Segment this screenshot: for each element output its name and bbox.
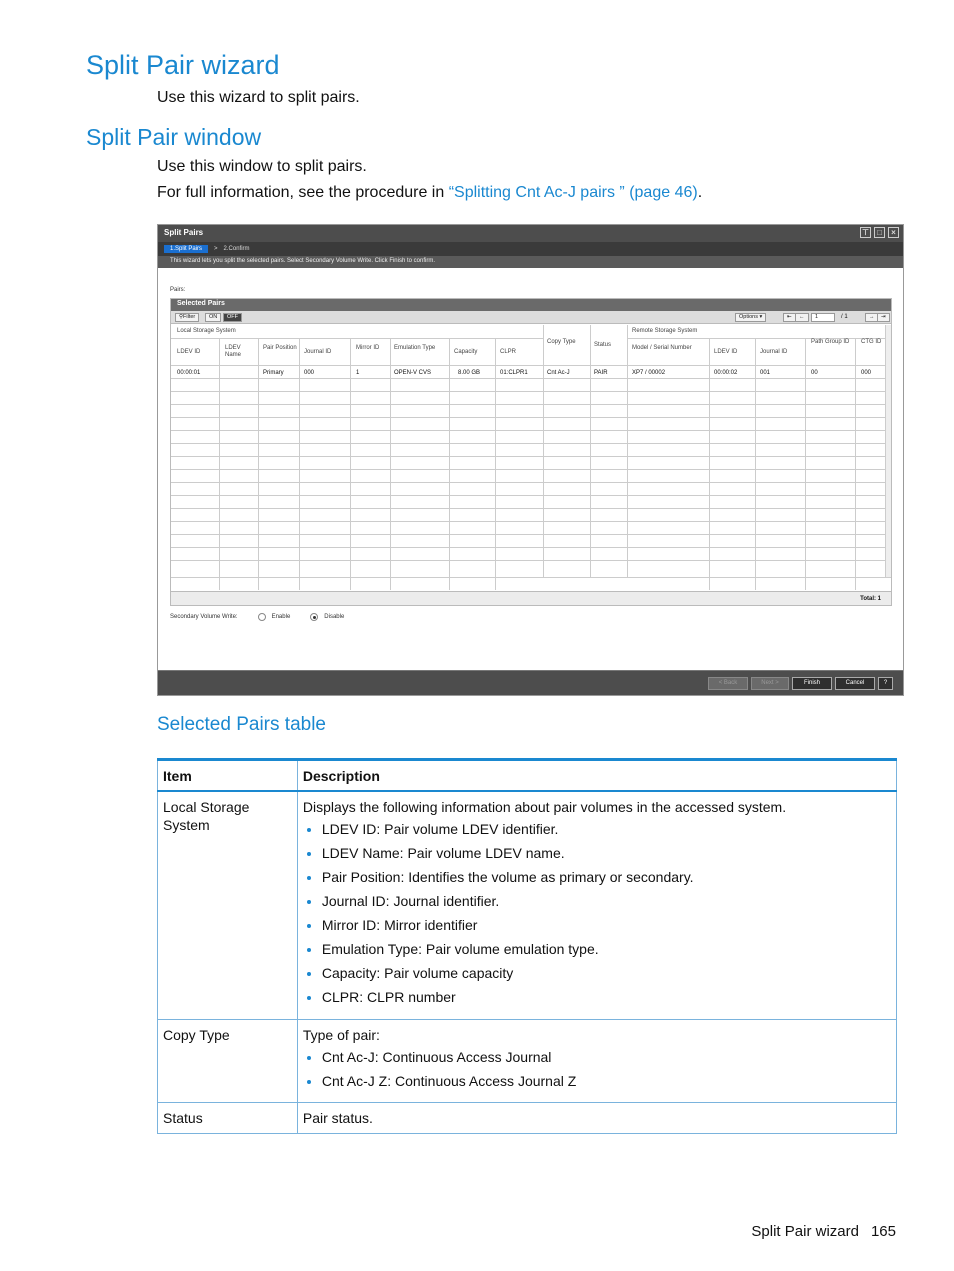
list-item: • Cnt Ac-J: Continuous Access Journal bbox=[322, 1048, 891, 1066]
selected-pairs-toolbar bbox=[171, 311, 891, 324]
group-local-storage: Local Storage System bbox=[177, 328, 236, 334]
page-footer bbox=[739, 1223, 896, 1240]
row-capacity: 8.00 GB bbox=[458, 370, 481, 376]
filter-button[interactable]: ⚲Filter bbox=[175, 313, 199, 322]
disable-label: Disable bbox=[324, 614, 345, 620]
list-item: • Emulation Type: Pair volume emulation type. bbox=[322, 940, 891, 958]
filter-on-button[interactable]: ON bbox=[205, 313, 221, 322]
table-row bbox=[158, 791, 897, 1019]
wizard-footer bbox=[158, 670, 903, 695]
enable-radio[interactable] bbox=[258, 613, 266, 621]
secondary-volume-write bbox=[170, 613, 344, 621]
row-model-serial: XP7 / 00002 bbox=[632, 370, 666, 376]
window-title: Split Pairs bbox=[164, 228, 204, 237]
col-status[interactable]: Status bbox=[594, 342, 612, 348]
list-item: • Journal ID: Journal identifier. bbox=[322, 892, 891, 910]
selected-pairs-panel bbox=[170, 298, 892, 606]
table-row bbox=[158, 1102, 897, 1133]
row-path-group-id: 00 bbox=[811, 370, 818, 376]
bullet-list bbox=[303, 1048, 891, 1090]
footer-section: Split Pair wizard bbox=[751, 1223, 859, 1240]
first-page-icon[interactable]: ⇤ bbox=[783, 313, 796, 322]
row-remote-journal-id: 001 bbox=[760, 370, 771, 376]
page-total: / 1 bbox=[841, 314, 848, 320]
col-ctg-id[interactable]: CTG ID bbox=[861, 339, 882, 345]
full-info-suffix: . bbox=[697, 184, 703, 201]
col-emulation-type[interactable]: Emulation Type bbox=[394, 345, 436, 351]
filter-off-button[interactable]: OFF bbox=[223, 313, 242, 322]
group-remote-storage: Remote Storage System bbox=[632, 328, 698, 334]
list-item: • Capacity: Pair volume capacity bbox=[322, 964, 891, 982]
selected-pairs-header: Selected Pairs bbox=[171, 299, 891, 311]
col-clpr[interactable]: CLPR bbox=[500, 349, 517, 355]
row-remote-ldev-id: 00:00:02 bbox=[714, 370, 738, 376]
svw-label: Secondary Volume Write: bbox=[170, 614, 238, 620]
row-item: Local Storage System bbox=[158, 791, 298, 1019]
split-pairs-screenshot bbox=[157, 224, 904, 696]
full-info-text bbox=[157, 184, 702, 202]
wizard-info: This wizard lets you split the selected pairs. Select Secondary Volume Write. Click Finish to confirm. bbox=[158, 256, 903, 268]
finish-button[interactable]: Finish bbox=[792, 677, 832, 690]
page-input[interactable]: 1 bbox=[811, 313, 835, 322]
col-journal-id[interactable]: Journal ID bbox=[304, 349, 332, 355]
col-remote-ldev-id[interactable]: LDEV ID bbox=[714, 349, 738, 355]
col-mirror-id[interactable]: Mirror ID bbox=[356, 345, 380, 351]
filter-label: Filter bbox=[183, 314, 196, 320]
row-status: PAIR bbox=[594, 370, 608, 376]
grid-scrollbar[interactable] bbox=[885, 325, 891, 577]
list-item: • Mirror ID: Mirror identifier bbox=[322, 916, 891, 934]
row-item: Copy Type bbox=[158, 1019, 298, 1102]
col-copy-type[interactable]: Copy Type bbox=[547, 339, 576, 345]
row-clpr: 01:CLPR1 bbox=[500, 370, 528, 376]
window-titlebar bbox=[158, 225, 903, 242]
cancel-button[interactable]: Cancel bbox=[835, 677, 875, 690]
row-description bbox=[297, 791, 896, 1019]
row-mirror-id: 1 bbox=[356, 370, 360, 376]
row-desc-text: Type of pair: bbox=[302, 1026, 380, 1043]
table-header-row bbox=[158, 760, 897, 792]
back-button[interactable]: < Back bbox=[708, 677, 748, 690]
table-row bbox=[158, 1019, 897, 1102]
col-ldev-name[interactable]: LDEV Name bbox=[225, 345, 242, 358]
next-button[interactable]: Next > bbox=[751, 677, 789, 690]
close-icon[interactable]: × bbox=[888, 227, 899, 238]
page-title: Split Pair wizard bbox=[86, 50, 280, 80]
disable-radio[interactable] bbox=[310, 613, 318, 621]
options-dropdown[interactable]: Options ▾ bbox=[735, 313, 766, 322]
total-bar bbox=[171, 591, 891, 605]
enable-label: Enable bbox=[271, 614, 291, 620]
row-item: Status bbox=[158, 1102, 298, 1133]
prev-page-icon[interactable]: ← bbox=[795, 313, 809, 322]
section-title: Split Pair window bbox=[86, 124, 262, 150]
help-icon[interactable]: ? bbox=[878, 677, 893, 690]
selected-pairs-table bbox=[157, 758, 897, 1134]
bullet-list bbox=[303, 820, 891, 1006]
list-item: • Pair Position: Identifies the volume as primary or secondary. bbox=[322, 868, 891, 886]
pairs-label: Pairs: bbox=[170, 287, 186, 293]
next-page-icon[interactable]: → bbox=[865, 313, 879, 322]
full-info-prefix: For full information, see the procedure in bbox=[157, 184, 449, 201]
row-description: Pair status. bbox=[297, 1102, 896, 1133]
col-remote-journal-id[interactable]: Journal ID bbox=[760, 349, 788, 355]
list-item: • Cnt Ac-J Z: Continuous Access Journal Z bbox=[322, 1072, 891, 1090]
procedure-link[interactable]: “Splitting Cnt Ac-J pairs ” (page 46) bbox=[448, 184, 698, 201]
col-ldev-id[interactable]: LDEV ID bbox=[177, 349, 201, 355]
row-emulation-type: OPEN-V CVS bbox=[394, 370, 432, 376]
col-pair-position[interactable]: Pair Position bbox=[263, 345, 297, 351]
wizard-steps bbox=[158, 242, 903, 256]
row-ldev-id: 00:00:01 bbox=[177, 370, 201, 376]
header-item: Item bbox=[158, 760, 298, 792]
pairs-grid bbox=[171, 325, 891, 593]
total-count: Total: 1 bbox=[860, 596, 881, 602]
pin-icon[interactable]: ⊤ bbox=[860, 227, 871, 238]
row-ctg-id: 000 bbox=[861, 370, 872, 376]
list-item: • LDEV ID: Pair volume LDEV identifier. bbox=[322, 820, 891, 838]
list-item: • CLPR: CLPR number bbox=[322, 988, 891, 1006]
row-pair-position: Primary bbox=[263, 370, 284, 376]
row-desc-text: Displays the following information about pair volumes in the accessed system. bbox=[302, 799, 787, 815]
step-split-pairs: 1.Split Pairs bbox=[164, 245, 208, 253]
page-number: 165 bbox=[870, 1223, 896, 1240]
col-path-group-id[interactable]: Path Group ID bbox=[811, 339, 850, 345]
col-model-serial[interactable]: Model / Serial Number bbox=[632, 345, 692, 351]
table-section-title: Selected Pairs table bbox=[157, 714, 326, 735]
step-separator: > bbox=[214, 246, 218, 252]
intro-text: Use this wizard to split pairs. bbox=[157, 89, 360, 106]
header-description: Description bbox=[297, 760, 896, 792]
row-copy-type: Cnt Ac-J bbox=[547, 370, 570, 376]
last-page-icon[interactable]: ⇥ bbox=[877, 313, 890, 322]
row-description bbox=[297, 1019, 896, 1102]
list-item: • LDEV Name: Pair volume LDEV name. bbox=[322, 844, 891, 862]
maximize-icon[interactable]: □ bbox=[874, 227, 885, 238]
step-confirm: 2.Confirm bbox=[223, 246, 250, 252]
row-journal-id: 000 bbox=[304, 370, 315, 376]
col-capacity[interactable]: Capacity bbox=[454, 349, 478, 355]
window-intro-text: Use this window to split pairs. bbox=[157, 158, 367, 175]
